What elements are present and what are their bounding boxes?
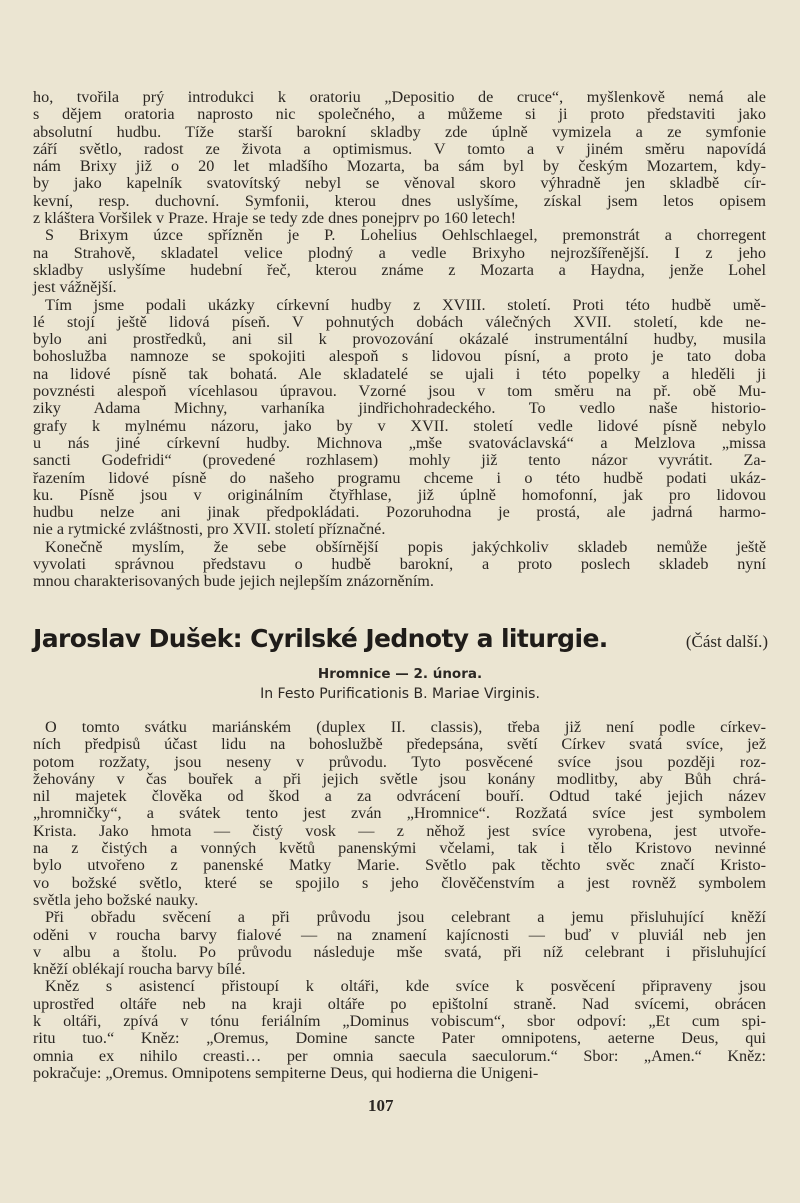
- text-line: bylo ani prostředků, ani sil k provozování okázalé instrumentální hudby, musila: [33, 330, 766, 349]
- text-line: ritu tuo.“ Kněz: „Oremus, Domine sancte Pater omnipotens, aeterne Deus, qui: [33, 1029, 766, 1048]
- text-line: z kláštera Voršilek v Praze. Hraje se tedy zde dnes ponejprv po 160 letech!: [33, 209, 517, 228]
- text-line: Tím jsme podali ukázky církevní hudby z XVIII. století. Proti této hudbě umě-: [45, 295, 766, 314]
- text-line: ziky Adama Michny, varhaníka jindřichohradeckého. To vedlo naše historio-: [33, 399, 766, 418]
- text-line: omnia ex nihilo creasti… per omnia saecula saeculorum.“ Sbor: „Amen.“ Kněz:: [33, 1046, 766, 1065]
- text-line: nám Brixy již o 20 let mladšího Mozarta, ba sám byl by českým Mozartem, kdy-: [33, 157, 766, 176]
- text-line: na Strahově, skladatel velice plodný a vedle Brixyho nejrozšířenější. I z jeho: [33, 243, 766, 262]
- section-subtitle: Hromnice — 2. února.: [317, 666, 483, 682]
- text-line: S Brixym úzce spřízněn je P. Lohelius Oehlschlaegel, premonstrát a chorregent: [45, 226, 766, 245]
- section-latin-subtitle: In Festo Purificationis B. Mariae Virginis.: [260, 686, 540, 702]
- text-line: Konečně myslím, že sebe obšírnější popis jakýchkoliv skladeb nemůže ještě: [45, 537, 766, 556]
- text-line: ku. Písně jsou v originálním čtyřhlase, již úplně homofonní, jak pro lidovou: [33, 485, 766, 504]
- text-line: na z čistých a vonných květů panenskými včelami, tak i tělo Kristovo nevinné: [33, 839, 766, 858]
- text-line: s dějem oratoria naprosto nic společného, a můžeme si ji proto představiti jako: [33, 105, 766, 124]
- article-body: [33, 719, 766, 1082]
- text-line: Krista. Jako hmota — čistý vosk — z něhož jest svíce vyrobena, jest utvoře-: [33, 821, 766, 840]
- text-line: grafy k mylnému názoru, jako by v XVII. století vedle lidové písně nebylo: [33, 416, 766, 435]
- text-line: absolutní hudbu. Tíže starší barokní skladby zde úplně vymizela a ze symfonie: [33, 122, 766, 141]
- text-line: vo božské světlo, které se spojilo s jeho člověčenstvím a jest rovněž symbolem: [33, 873, 766, 892]
- text-line: hudbu nelze ani jinak předpokládati. Pozoruhodna je prostá, ale jadrná harmo-: [33, 503, 766, 522]
- page-number: 107: [368, 1096, 394, 1115]
- text-block-continued: [33, 89, 766, 591]
- text-line: uprostřed oltáře neb na kraji oltáře po epištolní straně. Nad svícemi, obrácen: [33, 994, 766, 1013]
- text-line: řazením lidové písně do našeho programu chceme i o této hudbě podati ukáz-: [33, 468, 766, 487]
- text-line: u nás jiné církevní hudby. Michnova „mše svatováclavská“ a Melzlova „missa: [33, 433, 766, 452]
- text-line: „hromničky“, a svátek tento jest zván „Hromnice“. Rozžatá svíce jest symbolem: [33, 804, 766, 823]
- text-line: Při obřadu svěcení a při průvodu jsou celebrant a jemu přisluhující kněží: [45, 908, 766, 927]
- text-line: na lidové písně tak bohatá. Ale skladatelé se ujali i této popelky a hleděli ji: [33, 364, 766, 383]
- article-title: Jaroslav Dušek: Cyrilské Jednoty a liturgie.: [33, 624, 608, 653]
- text-line: bohoslužba namnoze se spokojiti alespoň s lidovou písní, a proto je tato doba: [33, 347, 766, 366]
- text-line: k oltáři, zpívá v tónu feriálním „Dominus vobiscum“, sbor odpoví: „Et cum spi-: [33, 1012, 766, 1031]
- text-line: skladby uslyšíme hudební řeč, kterou známe z Mozarta a Haydna, jenže Lohel: [33, 260, 766, 279]
- text-line: září světlo, radost ze života a optimismus. V tomto a v jiném směru napovídá: [33, 139, 766, 158]
- paragraph: [33, 909, 766, 978]
- text-line: vyvolati správnou představu o hudbě barokní, a proto poslech skladeb nyní: [33, 555, 766, 574]
- text-line: pokračuje: „Oremus. Omnipotens sempiterne Deus, qui hodierna die Unigeni-: [33, 1063, 539, 1082]
- text-line: světla jeho božské nauky.: [33, 890, 199, 909]
- paragraph: [33, 539, 766, 591]
- text-line: oděni v roucha barvy fialové — na znamení kajícnosti — buď v pluviál neb jen: [33, 925, 766, 944]
- paragraph: [33, 978, 766, 1082]
- text-line: by jako kapelník svatovítský nebyl se věnoval skoro výhradně jen skladbě cír-: [33, 174, 766, 193]
- text-line: žehovány v čas bouřek a při jejich světle jsou konány modlitby, aby Bůh chrá-: [33, 769, 766, 788]
- article-title-note: (Část další.): [685, 632, 768, 651]
- paragraph: [33, 89, 766, 227]
- text-line: kevní, resp. duchovní. Symfonii, kterou dnes uslyšíme, získal jsem letos opisem: [33, 191, 766, 210]
- text-line: jest vážnější.: [33, 278, 117, 297]
- text-line: povznésti alespoň vícehlasou úpravou. Vzorné jsou v tom směru na př. obě Mu-: [33, 382, 766, 401]
- text-line: bylo utvořeno z panenské Matky Marie. Světlo pak těchto svěc značí Kristo-: [33, 856, 766, 875]
- text-line: O tomto svátku mariánském (duplex II. classis), třeba již není podle církev-: [45, 718, 766, 736]
- text-line: kněží oblékají roucha barvy bílé.: [33, 960, 246, 979]
- text-line: ních předpisů účast lidu na bohoslužbě předepsána, světí Církev svatá svíce, jež: [33, 735, 766, 754]
- text-line: ho, tvořila prý introdukci k oratoriu „Depositio de cruce“, myšlenkově nemá ale: [33, 88, 766, 106]
- text-line: nil majetek člověka od škod a za odvrácení bouří. Odtud také jejich název: [33, 787, 766, 806]
- article-heading: [33, 624, 768, 653]
- text-line: sancti Godefridi“ (provedené rozhlasem) mohly již tento názor vyvrátit. Za-: [33, 451, 766, 470]
- text-line: mnou charakterisovaných bude jejich nejlepším znázorněním.: [33, 572, 434, 591]
- text-line: Kněz s asistencí přistoupí k oltáři, kde svíce k posvěcení připraveny jsou: [45, 977, 766, 996]
- text-line: lé stojí ještě lidová píseň. V pohnutých dobách válečných XVII. století, kde ne-: [33, 312, 766, 331]
- text-line: nie a rytmické zvláštnosti, pro XVII. století příznačné.: [33, 520, 386, 539]
- paragraph: [33, 297, 766, 539]
- text-line: potom rozžaty, jsou neseny v průvodu. Tyto posvěcené svíce jsou později roz-: [33, 752, 766, 771]
- paragraph: [33, 227, 766, 296]
- paragraph: [33, 719, 766, 909]
- text-line: v albu a štolu. Po průvodu následuje mše svatá, při níž celebrant i přisluhující: [33, 942, 766, 961]
